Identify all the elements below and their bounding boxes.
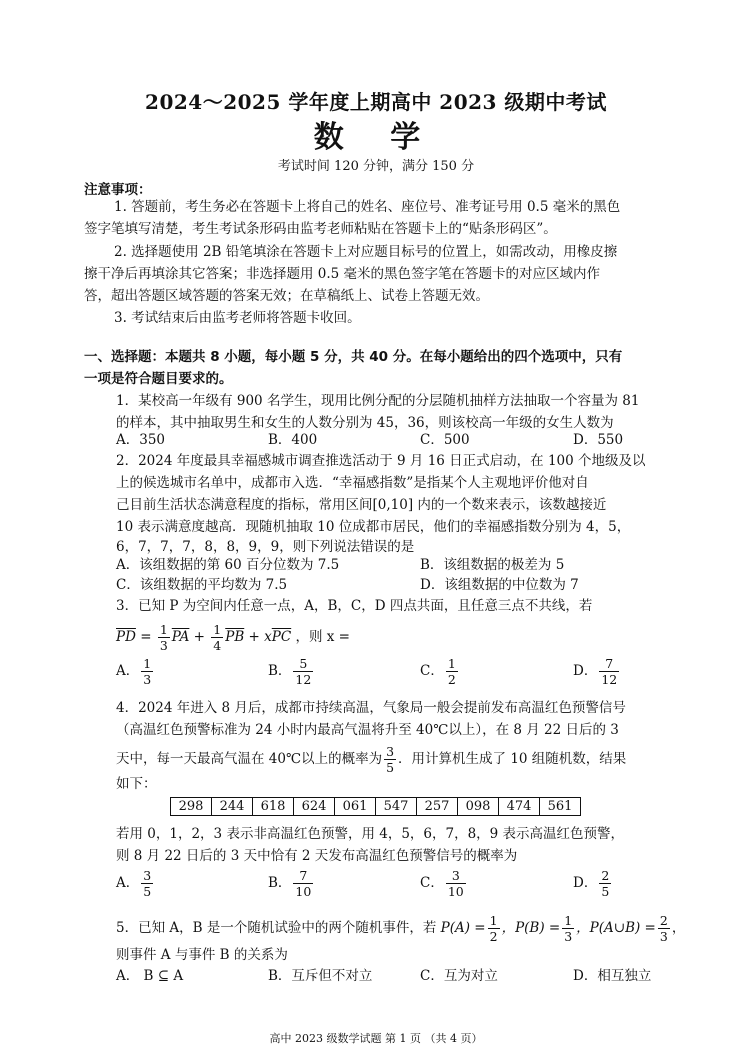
exam-info: 考试时间 120 分钟，满分 150 分 xyxy=(277,159,475,174)
denominator: 10 xyxy=(295,884,312,899)
random-number-table xyxy=(170,797,581,816)
question-4-text: 如下： xyxy=(116,776,157,792)
question-4-text: 则 8 月 22 日后的 3 天中恰有 2 天发布高温红色预警信号的概率为 xyxy=(116,848,518,864)
numerator: 1 xyxy=(447,656,456,671)
table-cell: 474 xyxy=(499,798,540,816)
table-cell: 244 xyxy=(212,798,253,816)
numerator: 1 xyxy=(489,913,498,928)
numerator: 1 xyxy=(564,913,573,928)
option-label: D． xyxy=(573,663,598,679)
page-footer: 高中 2023 级数学试题 第 1 页 （共 4 页） xyxy=(269,1032,483,1045)
table-cell: 547 xyxy=(376,798,417,816)
question-3-text: 3．已知 P 为空间内任意一点，A，B，C，D 四点共面，且任意三点不共线，若 xyxy=(116,598,593,614)
question-4-text: 若用 0，1，2，3 表示非高温红色预警，用 4，5，6，7，8，9 表示高温红色预警， xyxy=(116,826,625,842)
prob-b: ，P(B) = xyxy=(501,920,561,936)
denominator: 2 xyxy=(489,929,498,944)
fraction xyxy=(446,868,466,899)
q1-option-c: C．500 xyxy=(420,432,470,448)
question-2-text: 2．2024 年度最具幸福感城市调查推选活动于 9 月 16 日正式启动，在 100 个地级及以 xyxy=(116,453,646,469)
q2-option-b: B．该组数据的极差为 5 xyxy=(420,557,565,573)
q3-option-d xyxy=(573,656,621,687)
numerator: 1 xyxy=(159,622,168,637)
fraction xyxy=(293,656,313,687)
plus-x: + x xyxy=(248,629,272,645)
numerator: 2 xyxy=(601,868,610,883)
q5-option-b: B．互斥但不对立 xyxy=(268,968,373,984)
fraction xyxy=(488,913,500,944)
denominator: 12 xyxy=(295,672,312,687)
q4-option-b xyxy=(268,868,315,899)
denominator: 5 xyxy=(386,760,395,775)
table-cell: 098 xyxy=(458,798,499,816)
option-label: B． xyxy=(268,875,292,891)
q5-option-c: C．互为对立 xyxy=(420,968,498,984)
question-5-text xyxy=(116,913,685,944)
question-4-text: （高温红色预警标准为 24 小时内最高气温将升至 40℃以上），在 8 月 22 日后的 3 xyxy=(116,722,619,738)
table-cell: 257 xyxy=(417,798,458,816)
denominator: 5 xyxy=(143,884,152,899)
table-cell: 624 xyxy=(294,798,335,816)
notice-line: 擦干净后再填涂其它答案；非选择题用 0.5 毫米的黑色签字笔在答题卡的对应区域内作 xyxy=(84,266,601,282)
q4-option-c xyxy=(420,868,468,899)
numerator: 7 xyxy=(599,656,619,672)
denominator: 4 xyxy=(213,638,222,653)
q3-option-a xyxy=(116,656,155,687)
denominator: 12 xyxy=(601,672,618,687)
notice-line: 1. 答题前，考生务必在答题卡上将自己的姓名、座位号、准考证号用 0.5 毫米的黑色 xyxy=(114,199,621,215)
denominator: 3 xyxy=(159,638,168,653)
question-4-text: 4．2024 年进入 8 月后，成都市持续高温，气象局一般会提前发布高温红色预警信号 xyxy=(116,700,626,716)
section-heading-cont: 一项是符合题目要求的。 xyxy=(84,371,233,387)
text-segment: ．用计算机生成了 10 组随机数，结果 xyxy=(398,751,627,767)
vector-pc: $\overline{PC}$ xyxy=(271,629,292,645)
equation-tail: ，则 x = xyxy=(295,629,350,645)
q5-option-d: D．相互独立 xyxy=(573,968,652,984)
question-2-text: 6，7，7，7，8，8，9，9，则下列说法错误的是 xyxy=(116,539,415,555)
option-label: A． xyxy=(116,875,140,891)
question-4-text xyxy=(116,744,626,775)
section-heading: 一、选择题：本题共 8 小题，每小题 5 分，共 40 分。在每小题给出的四个选项中，只有 xyxy=(84,349,623,365)
table-cell: 618 xyxy=(253,798,294,816)
notice-line: 3. 考试结束后由监考老师将答题卡收回。 xyxy=(114,310,361,326)
text-segment: ， xyxy=(671,920,686,936)
table-row xyxy=(171,798,581,816)
fraction xyxy=(384,744,396,775)
denominator: 2 xyxy=(447,672,456,687)
question-1-text: 的样本，其中抽取男生和女生的人数分别为 45，36，则该校高一年级的女生人数为 xyxy=(116,415,614,431)
numerator: 3 xyxy=(446,868,466,884)
vector-pa: $\overline{PA}$ xyxy=(171,629,190,645)
text-segment: 5．已知 A，B 是一个随机试验中的两个随机事件，若 xyxy=(116,920,437,936)
prob-union: ，P(A∪B) = xyxy=(576,920,656,936)
q2-option-d: D．该组数据的中位数为 7 xyxy=(420,577,579,593)
numerator: 1 xyxy=(213,622,222,637)
fraction xyxy=(158,622,170,653)
fraction xyxy=(211,622,223,653)
numerator: 5 xyxy=(293,656,313,672)
q1-option-a: A．350 xyxy=(116,432,166,448)
option-label: D． xyxy=(573,875,598,891)
numerator: 1 xyxy=(143,656,152,671)
option-label: C． xyxy=(420,875,444,891)
subject-title: 数 学 xyxy=(313,120,439,155)
notice-heading: 注意事项： xyxy=(84,182,152,198)
q2-option-a: A．该组数据的第 60 百分位数为 7.5 xyxy=(116,557,340,573)
vector-pb: $\overline{PB}$ xyxy=(225,629,245,645)
option-label: B． xyxy=(268,663,292,679)
fraction xyxy=(446,656,458,687)
notice-line: 签字笔填写清楚，考生考试条形码由监考老师粘贴在答题卡上的“贴条形码区”。 xyxy=(84,221,557,237)
q1-option-b: B．400 xyxy=(268,432,318,448)
q4-option-a xyxy=(116,868,155,899)
equals-sign: = xyxy=(140,629,152,645)
q3-option-c xyxy=(420,656,460,687)
denominator: 3 xyxy=(659,929,668,944)
question-2-text: 上的候选城市名单中，成都市入选．“幸福感指数”是指某个人主观地评价他对自 xyxy=(116,475,589,491)
fraction xyxy=(141,868,153,899)
fraction xyxy=(658,913,670,944)
table-cell: 061 xyxy=(335,798,376,816)
option-label: A． xyxy=(116,663,140,679)
denominator: 10 xyxy=(447,884,464,899)
fraction xyxy=(599,868,611,899)
question-5-text: 则事件 A 与事件 B 的关系为 xyxy=(116,947,288,963)
denominator: 5 xyxy=(601,884,610,899)
option-label: C． xyxy=(420,663,444,679)
notice-line: 答，超出答题区域答题的答案无效；在草稿纸上、试卷上答题无效。 xyxy=(84,288,489,304)
fraction xyxy=(562,913,574,944)
vector-pd: $\overline{PD}$ xyxy=(116,629,136,645)
q4-option-d xyxy=(573,868,613,899)
text-segment: 天中，每一天最高气温在 40℃以上的概率为 xyxy=(116,751,383,767)
fraction xyxy=(293,868,313,899)
table-cell: 561 xyxy=(540,798,581,816)
fraction xyxy=(141,656,153,687)
q3-option-b xyxy=(268,656,315,687)
fraction xyxy=(599,656,619,687)
q1-option-d: D．550 xyxy=(573,432,624,448)
question-2-text: 10 表示满意度越高．现随机抽取 10 位成都市居民，他们的幸福感指数分别为 4，5， xyxy=(116,519,631,535)
denominator: 3 xyxy=(564,929,573,944)
notice-line: 2. 选择题使用 2B 铅笔填涂在答题卡上对应题目标号的位置上，如需改动，用橡皮擦 xyxy=(114,244,618,260)
q2-option-c: C．该组数据的平均数为 7.5 xyxy=(116,577,288,593)
prob-a: P(A) = xyxy=(440,920,486,936)
table-cell: 298 xyxy=(171,798,212,816)
question-3-equation xyxy=(116,622,350,653)
numerator: 7 xyxy=(293,868,313,884)
numerator: 3 xyxy=(143,868,152,883)
question-2-text: 己目前生活状态满意程度的指标，常用区间[0,10] 内的一个数来表示，该数越接近 xyxy=(116,497,607,513)
plus-sign: + xyxy=(193,629,205,645)
question-1-text: 1．某校高一年级有 900 名学生，现用比例分配的分层随机抽样方法抽取一个容量为 81 xyxy=(116,393,640,409)
denominator: 3 xyxy=(143,672,152,687)
numerator: 2 xyxy=(659,913,668,928)
q5-option-a: A． B ⊆ A xyxy=(116,968,184,984)
exam-title: 2024～2025 学年度上期高中 2023 级期中考试 xyxy=(145,90,607,114)
numerator: 3 xyxy=(386,744,395,759)
